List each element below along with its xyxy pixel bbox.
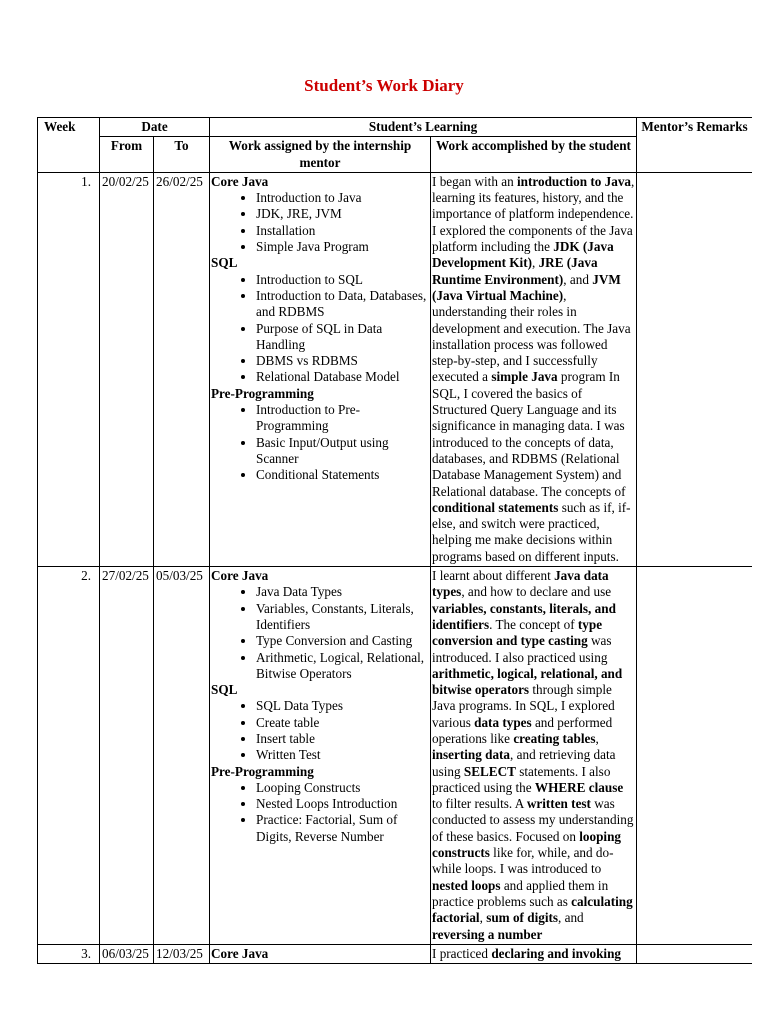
bold-text: variables, constants, literals, and identifiers [432,600,616,632]
week-number: 3. [38,944,100,963]
work-diary-table [37,117,752,964]
text-run: like for, while, and do-while loops. I was introduced to [432,845,614,877]
text-run: program In SQL, I covered the basics of Structured Query Language and its significance in managing data. I was introduced to the concepts of data, databases, and RDBMS (Relational Database Management System) and Relational database. The concepts of [432,369,626,499]
table-row [38,944,753,963]
remarks-header: Mentor’s Remarks [637,118,752,173]
text-run: I learnt about different [432,568,555,584]
text-run: . The concept of [489,616,578,632]
list-item: • Introduction to Java [256,190,429,206]
list-item: • Practice: Factorial, Sum of Digits, Reverse Number [256,812,429,845]
topic-list [211,272,429,386]
list-item: • Variables, Constants, Literals, Identifiers [256,601,429,634]
bold-text: introduction to Java [516,173,632,189]
section-heading: Core Java [211,568,269,584]
text-run: , [595,730,599,746]
bold-text: calculating factorial [432,893,633,926]
bold-text: JVM (Java Virtual Machine) [432,271,621,303]
list-item: • Purpose of SQL in Data Handling [256,321,429,354]
bold-text: Java data types [432,568,609,600]
topic-list [211,584,429,682]
to-date: 12/03/25 [154,944,210,963]
text-run: , and retrieving data using [432,747,616,779]
list-item: • Looping Constructs [256,780,429,796]
bold-text: inserting data [432,747,511,763]
list-item: • Introduction to SQL [256,272,429,288]
section-heading: Pre-Programming [211,385,314,401]
bold-text: JRE (Java Runtime Environment) [432,255,598,287]
text-run: , [479,910,487,926]
week-number: 1. [38,172,100,566]
table-row [38,567,753,945]
list-item: • Simple Java Program [256,239,429,255]
bold-text: nested loops [432,877,501,893]
learning-header: Student’s Learning [210,118,637,137]
list-item: • Written Test [256,747,429,763]
topic-list [211,698,429,763]
from-date: 20/02/25 [100,172,154,566]
page-title: Student’s Work Diary [304,76,464,95]
bold-text: JDK (Java Development Kit) [432,239,614,271]
text-run: , and [563,271,593,287]
bold-text: conditional statements [432,499,559,515]
date-header: Date [100,118,210,137]
list-item: • Relational Database Model [256,369,429,385]
assigned-header: Work assigned by the internship mentor [210,137,431,173]
text-run: , [531,255,539,271]
week-number: 2. [38,567,100,945]
list-item: • Insert table [256,731,429,747]
from-date: 06/03/25 [100,944,154,963]
list-item: • Basic Input/Output using Scanner [256,435,429,468]
topic-list [211,190,429,255]
text-run: and applied them in practice problems such as [432,877,609,909]
assigned-work [210,944,431,963]
mentor-remarks [637,944,752,963]
text-run: to filter results. A [432,796,527,812]
text-run: , understanding their roles in development and execution. The Java installation process was followed step-by-step, and I successfully executed a [432,287,631,385]
to-date: 26/02/25 [154,172,210,566]
text-run: was introduced. I also practiced using [432,633,612,665]
to-date: 05/03/25 [154,567,210,945]
section-heading: Core Java [211,173,269,189]
text-run: , learning its features, history, and the importance of platform independence. I explored the components of the Java platform including the [432,173,635,255]
list-item: • Conditional Statements [256,467,429,483]
bold-text: reversing a number [432,926,543,942]
bold-text: SELECT [463,763,516,779]
list-item: • Type Conversion and Casting [256,633,429,649]
section-heading: SQL [211,255,238,271]
section-heading: SQL [211,682,238,698]
bold-text: declaring and invoking [491,945,622,961]
from-date: 27/02/25 [100,567,154,945]
text-run: , and how to declare and use [461,584,612,600]
header-row-1 [38,118,753,137]
accomplished-work [431,567,637,945]
bold-text: looping constructs [432,828,622,861]
list-item: • Java Data Types [256,584,429,600]
text-run: , and [558,910,584,926]
text-run: was conducted to assess my understanding of these basics. Focused on [432,796,634,844]
text-run: and performed operations like [432,714,613,746]
text-run: I practiced [432,945,492,961]
table-row [38,172,753,566]
to-header: To [154,137,210,173]
text-run: statements. I also practiced using the [432,763,611,795]
accomplished-work [431,172,637,566]
bold-text: arithmetic, logical, relational, and bitwise operators [432,665,623,698]
list-item: • Create table [256,715,429,731]
list-item: • DBMS vs RDBMS [256,353,429,369]
list-item: • Introduction to Pre-Programming [256,402,429,435]
accomplished-work [431,944,637,963]
list-item: • Nested Loops Introduction [256,796,429,812]
mentor-remarks [637,567,752,945]
topic-list [211,402,429,483]
list-item: • JDK, JRE, JVM [256,206,429,222]
assigned-work [210,567,431,945]
topic-list [211,780,429,845]
accomplished-header: Work accomplished by the student [431,137,637,173]
list-item: • Introduction to Data, Databases, and RDBMS [256,288,429,321]
week-header: Week [38,118,100,173]
section-heading: Core Java [211,945,269,961]
list-item: • SQL Data Types [256,698,429,714]
section-heading: Pre-Programming [211,763,314,779]
bold-text: written test [526,796,591,812]
bold-text: sum of digits [486,910,559,926]
from-header: From [100,137,154,173]
bold-text: WHERE clause [534,779,624,795]
text-run: such as if, if-else, and switch were practiced, helping me make decisions within programs based on different inputs. [432,499,631,564]
bold-text: simple Java [491,369,558,385]
list-item: • Arithmetic, Logical, Relational, Bitwise Operators [256,650,429,683]
bold-text: data types [474,714,532,730]
bold-text: creating tables [513,730,596,746]
list-item: • Installation [256,223,429,239]
mentor-remarks [637,172,752,566]
text-run: I began with an [432,173,517,189]
bold-text: type conversion and type casting [432,616,603,649]
diary-table-container [37,117,752,1007]
text-run: through simple Java programs. In SQL, I explored various [432,682,615,730]
assigned-work [210,172,431,566]
